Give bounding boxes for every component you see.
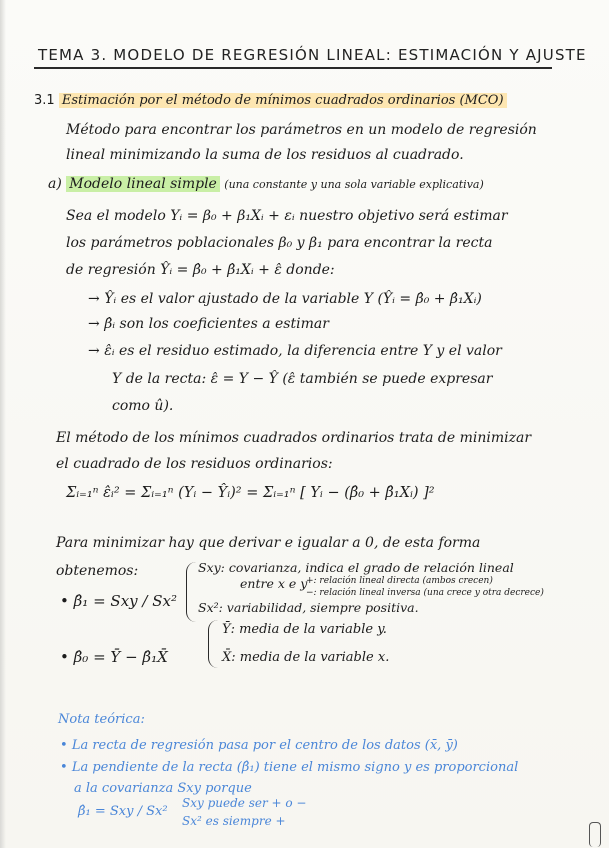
bullet-dot-icon: • (60, 592, 74, 610)
nota-item-2: • La pendiente de la recta (β̂₁) tiene el mismo signo y es proporcional (60, 760, 519, 775)
ybar-description: Ȳ: media de la variable y. (222, 622, 387, 637)
sign-minus-note: −: relación lineal inversa (una crece y otra decrece) (306, 588, 544, 598)
binder-clip-icon (589, 822, 601, 847)
sxy-description-2: entre x e y (240, 576, 308, 591)
title-underline (34, 67, 552, 69)
bullet-dot-icon: • (60, 648, 74, 666)
beta1-formula: • β̂₁ = Sxy / Sx² (60, 592, 177, 610)
bullet-dot-icon: • (60, 760, 72, 775)
nota-heading: Nota teórica: (58, 712, 145, 727)
arrow-icon: → (88, 316, 105, 332)
bullet-residual-end: como û). (112, 398, 174, 414)
xbar-description: X̄: media de la variable x. (222, 650, 390, 665)
subsection-heading (48, 176, 484, 192)
sxy-description: Sxy: covarianza, indica el grado de relación lineal (198, 560, 514, 575)
model-line-3: de regresión Ŷᵢ = β̂₀ + β̂₁Xᵢ + ε̂ donde: (66, 262, 335, 278)
nota-sx2-sign: Sx² es siempre + (182, 814, 286, 828)
subsection-title: Modelo lineal simple (66, 176, 220, 192)
mco-line-1: El método de los mínimos cuadrados ordinarios trata de minimizar (56, 430, 532, 446)
minimize-line-2: obtenemos: (56, 563, 139, 579)
section-heading (34, 93, 507, 108)
minimize-line-1: Para minimizar hay que derivar e igualar a 0, de esta forma (56, 535, 481, 551)
subsection-label: a) (48, 176, 62, 192)
sum-of-squares-equation: Σᵢ₌₁ⁿ ε̂ᵢ² = Σᵢ₌₁ⁿ (Yᵢ − Ŷᵢ)² = Σᵢ₌₁ⁿ [ Yᵢ − (β̂₀ + β̂₁Xᵢ) ]² (66, 485, 435, 501)
arrow-icon: → (88, 291, 105, 307)
nota-item-2-cont: a la covarianza Sxy porque (74, 781, 252, 796)
bullet-residual: → ε̂ᵢ es el residuo estimado, la diferencia entre Y y el valor (88, 343, 502, 359)
arrow-icon: → (88, 343, 105, 359)
model-line-1: Sea el modelo Yᵢ = β₀ + β₁Xᵢ + εᵢ nuestro objetivo será estimar (66, 208, 508, 224)
intro-line-2: lineal minimizando la suma de los residuos al cuadrado. (66, 147, 464, 163)
sign-plus-note: +: relación lineal directa (ambos crecen) (306, 576, 493, 586)
page-edge-shadow (0, 0, 6, 848)
sx2-description: Sx²: variabilidad, siempre positiva. (198, 600, 419, 615)
nota-item-1: • La recta de regresión pasa por el centro de los datos (x̄, ȳ) (60, 738, 458, 753)
beta0-formula: • β̂₀ = Ȳ − β̂₁X̄ (60, 648, 168, 666)
mco-line-2: el cuadrado de los residuos ordinarios: (56, 456, 333, 472)
bullet-fitted: → Ŷᵢ es el valor ajustado de la variable Y (Ŷᵢ = β̂₀ + β̂₁Xᵢ) (88, 291, 482, 307)
beta0-brace (208, 620, 219, 668)
intro-line-1: Método para encontrar los parámetros en un modelo de regresión (66, 122, 537, 138)
bullet-dot-icon: • (60, 738, 72, 753)
bullet-residual-cont: Y de la recta: ε̂ = Y − Ŷ (ε̂ también se puede expresar (112, 371, 493, 387)
section-title: Estimación por el método de mínimos cuadrados ordinarios (MCO) (59, 93, 507, 108)
nota-sxy-sign: Sxy puede ser + o − (182, 796, 307, 810)
subsection-note: (una constante y una sola variable explicativa) (224, 178, 484, 191)
nota-formula: β̂₁ = Sxy / Sx² (78, 804, 168, 819)
section-number: 3.1 (34, 93, 55, 108)
bullet-coefficients: → β̂ᵢ son los coeficientes a estimar (88, 316, 329, 332)
model-line-2: los parámetros poblacionales β₀ y β₁ para encontrar la recta (66, 235, 493, 251)
beta1-brace (186, 562, 197, 622)
page-title: TEMA 3. MODELO DE REGRESIÓN LINEAL: ESTIMACIÓN Y AJUSTE (38, 46, 587, 64)
